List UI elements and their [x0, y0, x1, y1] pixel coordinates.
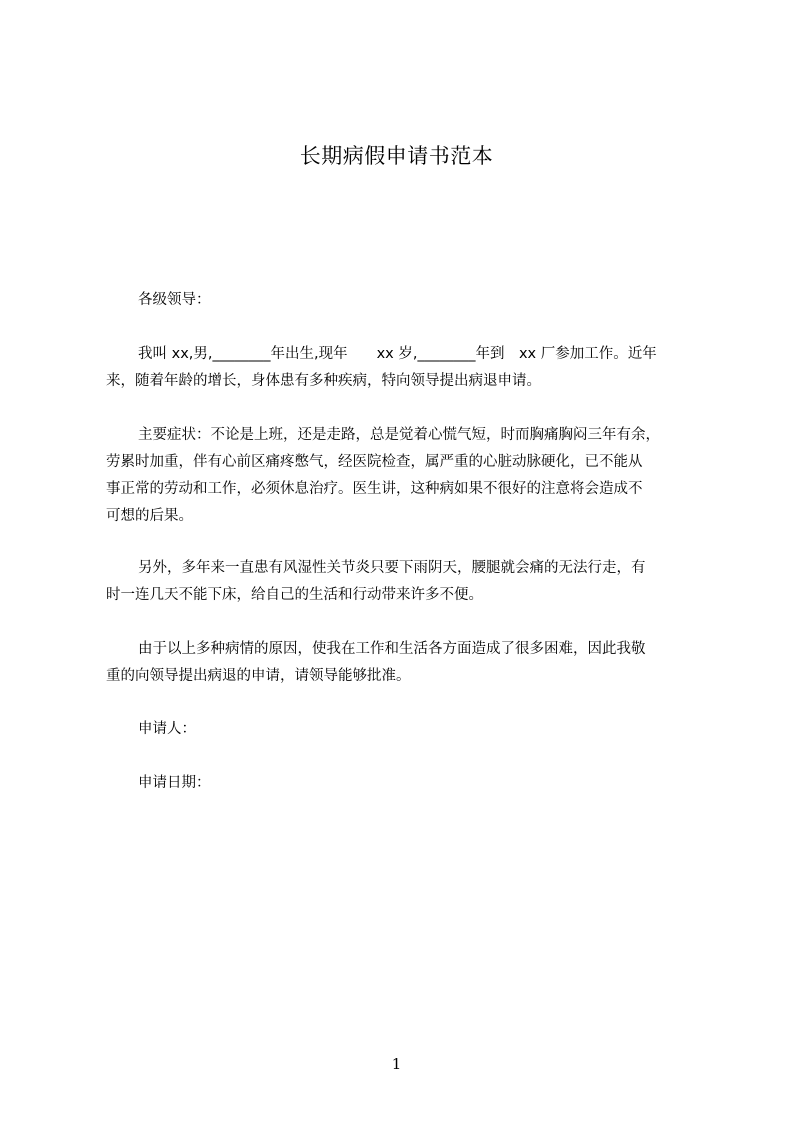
- paragraph-1-line-2: 来，随着年龄的增长，身体患有多种疾病，特向领导提出病退申请。: [106, 373, 541, 389]
- paragraph-4-line-2: 重的向领导提出病退的申请，请领导能够批准。: [106, 668, 411, 684]
- paragraph-2-line-2: 劳累时加重，伴有心前区痛疼憋气，经医院检查，属严重的心脏动脉硬化，已不能从: [106, 454, 643, 470]
- paragraph-1-line-1: 我叫 xx,男,________年出生,现年 xx 岁,________年到 xx 厂参加工作。近年: [138, 346, 657, 362]
- document-title: 长期病假申请书范本: [299, 144, 494, 168]
- paragraph-3-line-1: 另外，多年来一直患有风湿性关节炎只要下雨阴天，腰腿就会痛的无法行走，有: [138, 560, 646, 576]
- application-date-label: 申请日期：: [138, 775, 211, 791]
- applicant-label: 申请人：: [138, 721, 196, 737]
- salutation: 各级领导：: [138, 292, 211, 308]
- paragraph-2-line-1: 主要症状：不论是上班，还是走路，总是觉着心慌气短，时而胸痛胸闷三年有余，: [138, 427, 660, 443]
- paragraph-2-line-3: 事正常的劳动和工作，必须休息治疗。医生讲，这种病如果不很好的注意将会造成不: [106, 481, 643, 497]
- paragraph-4-line-1: 由于以上多种病情的原因，使我在工作和生活各方面造成了很多困难，因此我敬: [138, 641, 646, 657]
- page-number: 1: [391, 1055, 402, 1073]
- paragraph-2-line-4: 可想的后果。: [106, 508, 193, 524]
- paragraph-3-line-2: 时一连几天不能下床，给自己的生活和行动带来许多不便。: [106, 587, 483, 603]
